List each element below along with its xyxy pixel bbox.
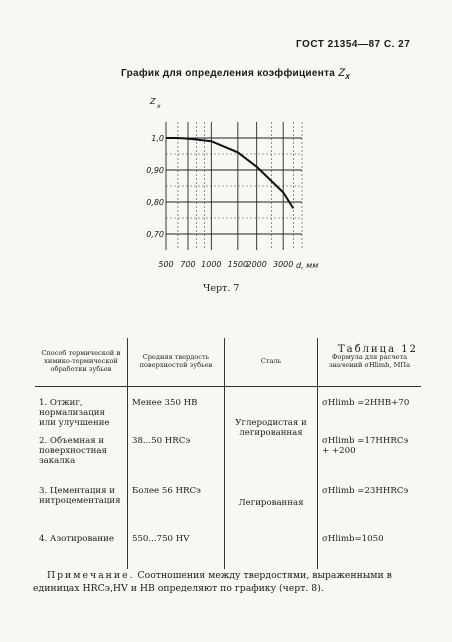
cell-formula: σHlimb =17HHRCэ + +200 (322, 436, 409, 456)
y-axis-symbol: Z (150, 97, 156, 106)
y-axis-subscript: x (157, 103, 161, 110)
x-tick-label: 500 (158, 260, 174, 269)
graph-title (121, 67, 350, 81)
x-tick-label: 1500 (227, 260, 249, 269)
header-method: Способ термической и химико-термической обработки зубьев (35, 338, 128, 387)
header-formula: Формула для расчета значений σHlimb, МПа (318, 338, 422, 387)
cell-hardness: Более 56 HRCэ (128, 481, 225, 525)
x-tick-label: 3000 (273, 260, 294, 269)
x-tick-label: 700 (180, 260, 196, 269)
graph-title-symbol: Z (338, 67, 346, 79)
table-row (35, 387, 421, 430)
y-tick-label: 0,70 (146, 230, 164, 239)
x-tick-label: 2000 (246, 260, 267, 269)
table-header-row (35, 338, 421, 387)
cell-formula: σHlimb=1050 (322, 534, 384, 544)
cell-hardness: Менее 350 HB (128, 387, 225, 430)
note-label: Примечание. (47, 570, 135, 581)
y-tick-label: 0,90 (146, 166, 164, 175)
table-caption: Таблица 12 (338, 344, 418, 355)
zx-curve (166, 138, 293, 208)
cell-hardness: 550...750 HV (128, 525, 225, 569)
header-steel: Сталь (225, 338, 318, 387)
table-12 (35, 338, 421, 569)
y-tick-label: 1,0 (151, 134, 164, 143)
page-header: ГОСТ 21354—87 С. 27 (296, 39, 411, 50)
x-axis-label: d, мм (296, 261, 319, 270)
cell-method: 1. Отжиг, нормализация или улучшение (35, 387, 128, 430)
header-hardness: Средняя твердость поверхностей зубьев (128, 338, 225, 387)
table-note (33, 569, 423, 596)
cell-method: 3. Цементация и нитроцементация (35, 481, 128, 525)
cell-formula: σHlimb =2HHB+70 (322, 398, 410, 408)
cell-method: 2. Объемная и поверхностная закалка (35, 429, 128, 481)
x-tick-label: 1000 (201, 260, 222, 269)
cell-steel: Легированная (225, 481, 318, 569)
figure-caption: Черт. 7 (203, 283, 240, 294)
cell-formula: σHlimb =23HHRCэ (322, 486, 409, 496)
graph-title-text: График для определения коэффициента (121, 68, 336, 79)
note-text: Соотношения между твердостями, выраженными в единицах HRCэ,HV и HB определяют по графику (черт. 8). (33, 570, 392, 595)
table-row (35, 481, 421, 525)
y-tick-label: 0,80 (146, 198, 164, 207)
cell-method: 4. Азотирование (35, 525, 128, 569)
graph-title-subscript: X (345, 74, 351, 81)
cell-steel: Углеродистая и легированная (225, 387, 318, 482)
cell-hardness: 38...50 HRCэ (128, 429, 225, 481)
chart-grid (166, 122, 302, 250)
zx-chart (130, 90, 330, 280)
